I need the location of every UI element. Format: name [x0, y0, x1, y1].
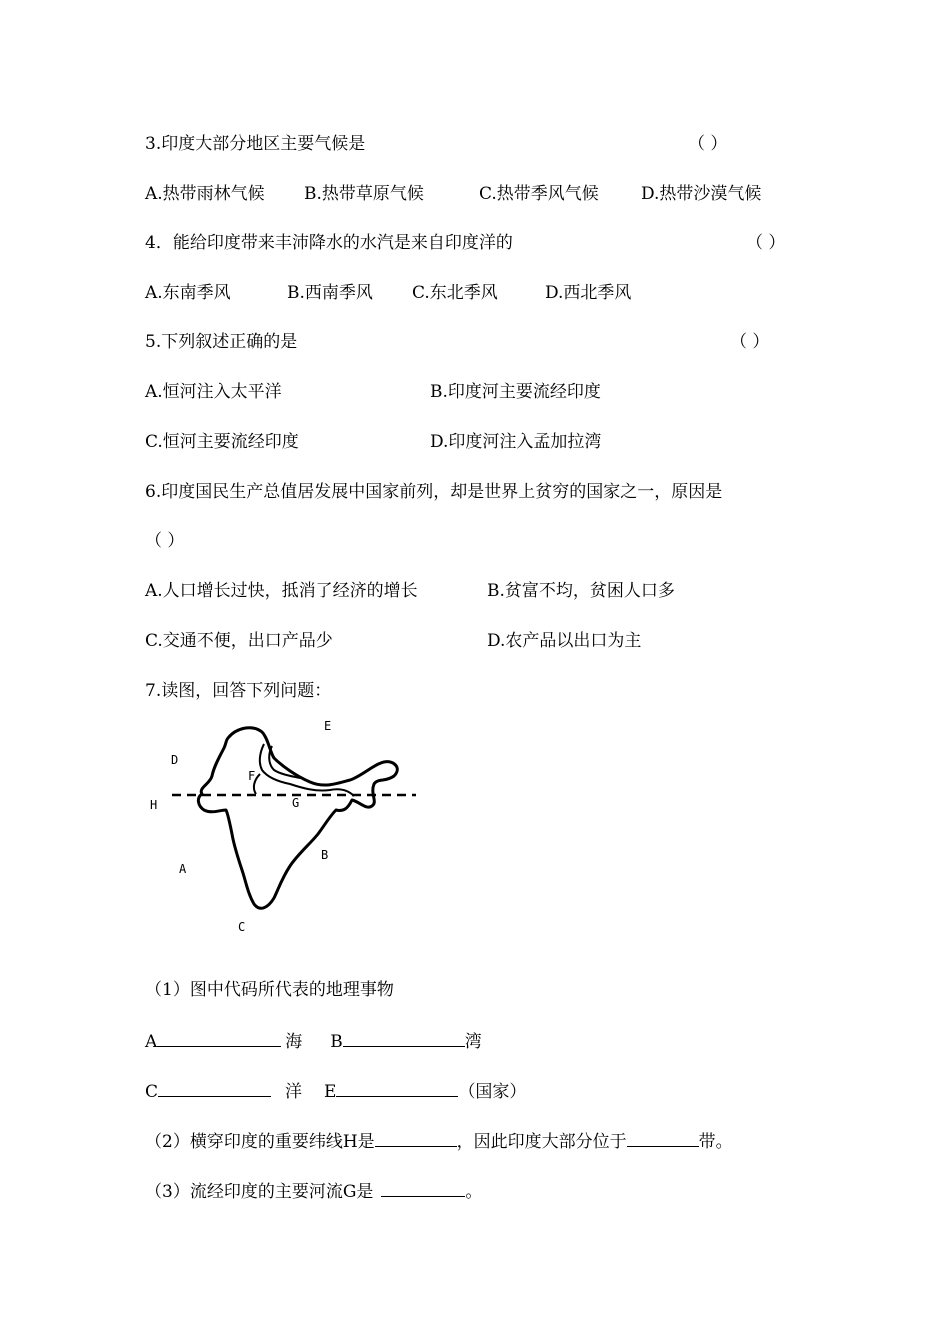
- q7-sub2-part1: （2）横穿印度的重要纬线H是: [145, 1132, 375, 1152]
- q7-sub2-part2: ，因此印度大部分位于: [456, 1132, 627, 1152]
- q6-option-d: D.农产品以出口为主: [487, 631, 642, 651]
- q3-option-a: A.热带雨林气候: [145, 184, 265, 204]
- map-label-a: A: [179, 862, 187, 876]
- map-label-e: E: [324, 719, 332, 733]
- q7-sub1-row1: [145, 1028, 482, 1054]
- q3-option-d: D.热带沙漠气候: [641, 184, 762, 204]
- blank-a[interactable]: [157, 1028, 281, 1047]
- map-label-d: D: [171, 753, 179, 767]
- blank-b[interactable]: [343, 1028, 465, 1047]
- code-b-label: B: [330, 1032, 343, 1052]
- code-a-label: A: [145, 1032, 158, 1052]
- map-label-c: C: [238, 920, 246, 934]
- q4-option-b: B.西南季风: [287, 283, 373, 303]
- q7-sub2: [145, 1128, 733, 1154]
- q7-sub3: [145, 1178, 482, 1204]
- q6-option-c: C.交通不便，出口产品少: [145, 631, 333, 651]
- blank-river[interactable]: [381, 1178, 465, 1197]
- q5-option-c: C.恒河主要流经印度: [145, 432, 299, 452]
- q6-option-b: B.贫富不均，贫困人口多: [487, 581, 675, 601]
- india-map-outline: [140, 718, 430, 948]
- q7-stem: 7.读图，回答下列问题：: [145, 681, 332, 701]
- blank-zone[interactable]: [627, 1128, 699, 1147]
- q5-option-d: D.印度河注入孟加拉湾: [430, 432, 602, 452]
- map-label-f: F: [248, 769, 256, 783]
- suffix-country: （国家）: [458, 1082, 527, 1102]
- map-label-b: B: [321, 848, 329, 862]
- q5-stem: 5.下列叙述正确的是: [145, 332, 298, 352]
- india-border: [198, 728, 397, 909]
- q3-answer-paren: （ ）: [688, 134, 728, 154]
- map-label-g: G: [292, 796, 300, 810]
- india-map: [140, 718, 430, 948]
- q3-stem: 3.印度大部分地区主要气候是: [145, 134, 366, 154]
- q7-sub3-part2: 。: [465, 1182, 483, 1202]
- q3-option-c: C.热带季风气候: [479, 184, 599, 204]
- blank-c[interactable]: [158, 1078, 271, 1097]
- q6-option-a: A.人口增长过快，抵消了经济的增长: [145, 581, 418, 601]
- q6-answer-paren: （ ）: [145, 531, 185, 551]
- blank-e[interactable]: [336, 1078, 458, 1097]
- suffix-bay: 湾: [464, 1032, 482, 1052]
- q4-option-d: D.西北季风: [545, 283, 632, 303]
- q5-option-a: A.恒河注入太平洋: [145, 382, 282, 402]
- code-c-label: C: [145, 1082, 159, 1102]
- q4-option-c: C.东北季风: [412, 283, 498, 303]
- q5-answer-paren: （ ）: [730, 332, 770, 352]
- blank-latitude[interactable]: [375, 1128, 457, 1147]
- q6-stem: 6.印度国民生产总值居发展中国家前列，却是世界上贫穷的国家之一，原因是: [145, 482, 723, 502]
- q4-answer-paren: （ ）: [746, 233, 786, 253]
- q4-stem: 4．能给印度带来丰沛降水的水汽是来自印度洋的: [145, 233, 513, 253]
- q7-sub1-prompt: （1）图中代码所代表的地理事物: [145, 980, 394, 1000]
- suffix-ocean: 洋: [285, 1082, 303, 1102]
- q7-sub3-part1: （3）流经印度的主要河流G是: [145, 1182, 374, 1202]
- q7-sub1-row2: [145, 1078, 526, 1104]
- q3-option-b: B.热带草原气候: [304, 184, 424, 204]
- suffix-sea: 海: [285, 1032, 303, 1052]
- code-e-label: E: [324, 1082, 337, 1102]
- q7-sub2-part3: 带。: [698, 1132, 733, 1152]
- map-label-h: H: [150, 798, 158, 812]
- q5-option-b: B.印度河主要流经印度: [430, 382, 601, 402]
- q4-option-a: A.东南季风: [145, 283, 231, 303]
